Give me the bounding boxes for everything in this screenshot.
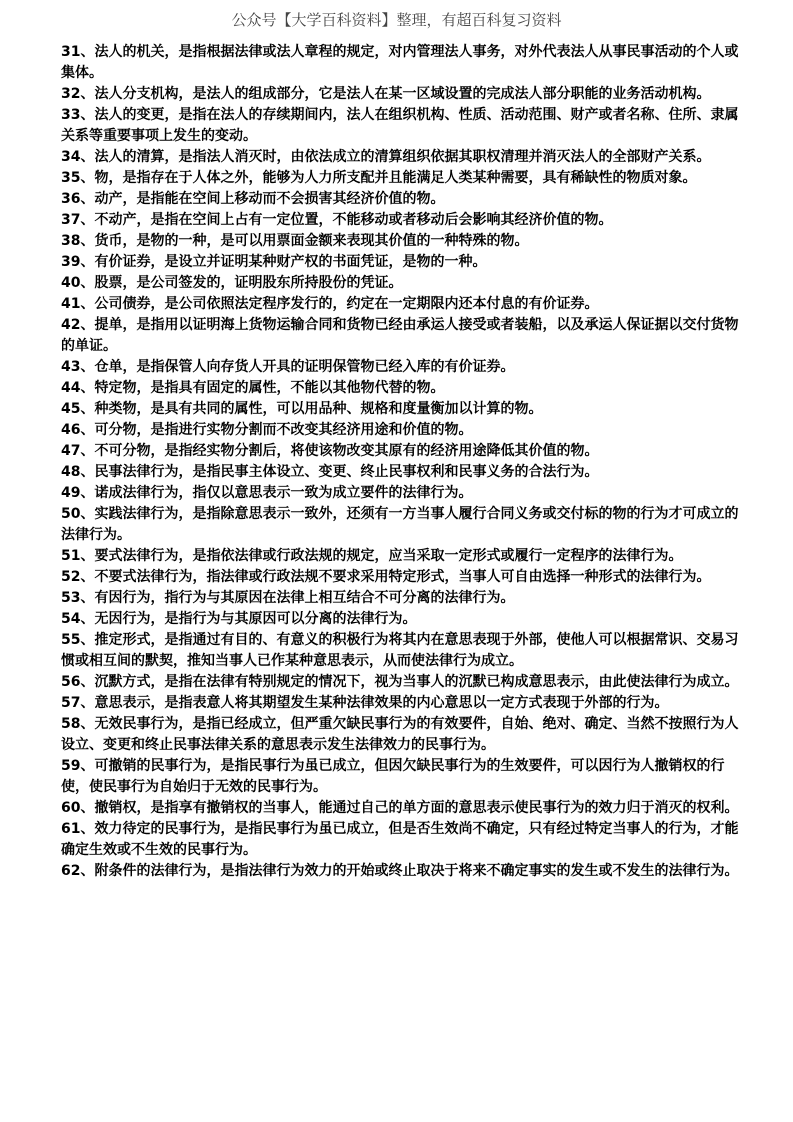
- definition-57: 57、意思表示，是指表意人将其期望发生某种法律效果的内心意思以一定方式表现于外部的行为。: [61, 695, 669, 711]
- definition-55: 55、推定形式，是指通过有目的、有意义的积极行为将其内在意思表现于外部，使他人可以根据常识、交易习惯或相互间的默契，推知当事人已作某种意思表示，从而使法律行为成立。: [61, 632, 739, 669]
- definition-56: 56、沉默方式，是指在法律有特别规定的情况下，视为当事人的沉默已构成意思表示，由此使法律行为成立。: [61, 674, 739, 690]
- definition-47: 47、不可分物，是指经实物分割后，将使该物改变其原有的经济用途降低其价值的物。: [61, 443, 599, 459]
- definition-33: 33、法人的变更，是指在法人的存续期间内，法人在组织机构、性质、活动范围、财产或者名称、住所、隶属关系等重要事项上发生的变动。: [61, 107, 739, 144]
- definition-60: 60、撤销权，是指享有撤销权的当事人，能通过自己的单方面的意思表示使民事行为的效力归于消灭的权利。: [61, 800, 739, 816]
- definition-36: 36、动产，是指能在空间上移动而不会损害其经济价值的物。: [61, 191, 445, 207]
- document-body: [61, 42, 741, 882]
- definition-61: 61、效力待定的民事行为，是指民事行为虽已成立，但是否生效尚不确定，只有经过特定当事人的行为，才能确定生效或不生效的民事行为。: [61, 821, 739, 858]
- definition-39: 39、有价证券，是设立并证明某种财产权的书面凭证，是物的一种。: [61, 254, 487, 270]
- definition-43: 43、仓单，是指保管人向存货人开具的证明保管物已经入库的有价证券。: [61, 359, 515, 375]
- definition-31: 31、法人的机关，是指根据法律或法人章程的规定，对内管理法人事务，对外代表法人从事民事活动的个人或集体。: [61, 44, 739, 81]
- definition-32: 32、法人分支机构，是法人的组成部分，它是法人在某一区域设置的完成法人部分职能的业务活动机构。: [61, 86, 711, 102]
- definition-59: 59、可撤销的民事行为，是指民事行为虽已成立，但因欠缺民事行为的生效要件，可以因行为人撤销权的行使，使民事行为自始归于无效的民事行为。: [61, 758, 725, 795]
- definition-35: 35、物，是指存在于人体之外，能够为人力所支配并且能满足人类某种需要，具有稀缺性的物质对象。: [61, 170, 697, 186]
- page-header: 公众号【大学百科资料】整理，有超百科复习资料: [231, 11, 562, 29]
- definition-37: 37、不动产，是指在空间上占有一定位置，不能移动或者移动后会影响其经济价值的物。: [61, 212, 613, 228]
- definition-48: 48、民事法律行为，是指民事主体设立、变更、终止民事权利和民事义务的合法行为。: [61, 464, 599, 480]
- definition-49: 49、诺成法律行为，指仅以意思表示一致为成立要件的法律行为。: [61, 485, 473, 501]
- definition-53: 53、有因行为，指行为与其原因在法律上相互结合不可分离的法律行为。: [61, 590, 515, 606]
- definition-42: 42、提单，是指用以证明海上货物运输合同和货物已经由承运人接受或者装船，以及承运人保证据以交付货物的单证。: [61, 317, 739, 354]
- definition-38: 38、货币，是物的一种，是可以用票面金额来表现其价值的一种特殊的物。: [61, 233, 529, 249]
- definition-62: 62、附条件的法律行为，是指法律行为效力的开始或终止取决于将来不确定事实的发生或不发生的法律行为。: [61, 863, 739, 879]
- definition-34: 34、法人的清算，是指法人消灭时，由依法成立的清算组织依据其职权清理并消灭法人的全部财产关系。: [61, 149, 711, 165]
- definition-45: 45、种类物，是具有共同的属性，可以用品种、规格和度量衡加以计算的物。: [61, 401, 543, 417]
- definition-58: 58、无效民事行为，是指已经成立，但严重欠缺民事行为的有效要件，自始、绝对、确定、当然不按照行为人设立、变更和终止民事法律关系的意思表示发生法律效力的民事行为。: [61, 716, 739, 753]
- definition-40: 40、股票，是公司签发的，证明股东所持股份的凭证。: [61, 275, 403, 291]
- definition-46: 46、可分物，是指进行实物分割而不改变其经济用途和价值的物。: [61, 422, 473, 438]
- definition-41: 41、公司债券，是公司依照法定程序发行的，约定在一定期限内还本付息的有价证券。: [61, 296, 599, 312]
- definition-44: 44、特定物，是指具有固定的属性，不能以其他物代替的物。: [61, 380, 445, 396]
- definition-52: 52、不要式法律行为，指法律或行政法规不要求采用特定形式，当事人可自由选择一种形式的法律行为。: [61, 569, 711, 585]
- definition-51: 51、要式法律行为，是指依法律或行政法规的规定，应当采取一定形式或履行一定程序的法律行为。: [61, 548, 683, 564]
- definition-50: 50、实践法律行为，是指除意思表示一致外，还须有一方当事人履行合同义务或交付标的物的行为才可成立的法律行为。: [61, 506, 739, 543]
- definition-54: 54、无因行为，是指行为与其原因可以分离的法律行为。: [61, 611, 417, 627]
